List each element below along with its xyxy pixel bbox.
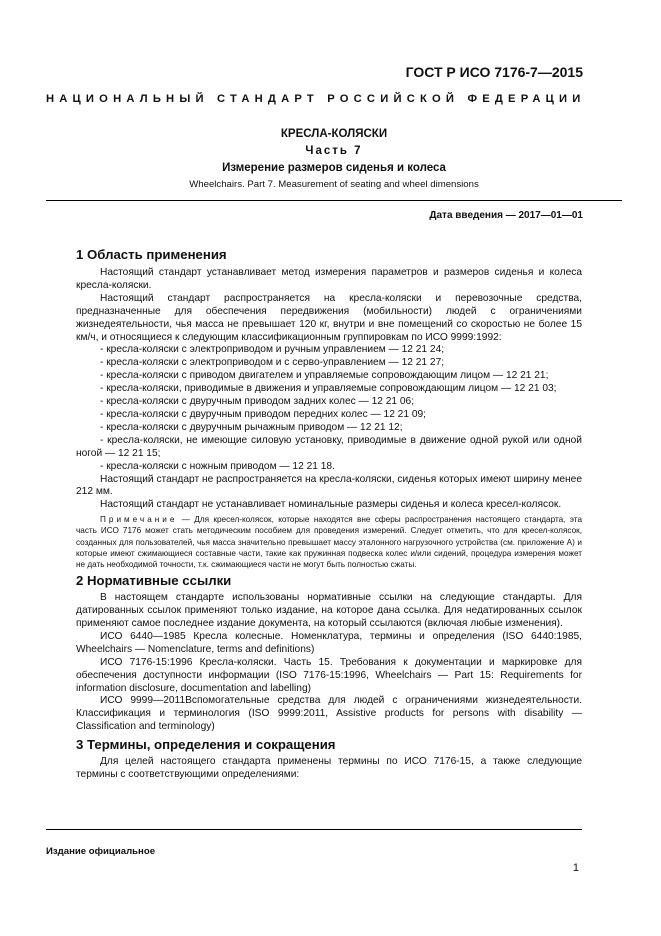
- section-heading-normative-references: 2 Нормативные ссылки: [76, 573, 232, 589]
- reference-item: ИСО 7176-15:1996 Кресла-коляски. Часть 15. Требования к документации и маркировке для обеспечения доступности информации (ISO 7176-15:1996, Wheelchairs — Part 15: Requirements for information disclosure, documentation and labelling): [76, 656, 582, 694]
- paragraph: Для целей настоящего стандарта применены термины по ИСО 7176-15, а также следующие термины с соответствующими определениями:: [76, 756, 582, 781]
- paragraph: Настоящий стандарт не распространяется на кресла-коляски, сиденья которых имеют ширину менее 212 мм.: [76, 473, 582, 498]
- section-heading-terms: 3 Термины, определения и сокращения: [76, 737, 336, 753]
- list-item: - кресла-коляски с ножным приводом — 12 21 18.: [100, 460, 335, 472]
- paragraph: Настоящий стандарт устанавливает метод измерения параметров и размеров сиденья и колеса кресла-коляски.: [76, 267, 582, 291]
- list-item: - кресла-коляски, приводимые в движения и управляемые сопровождающим лицом — 12 21 03;: [100, 383, 557, 395]
- reference-item: ИСО 9999—2011Вспомогательные средства для людей с ограничениями жизнедеятельности. Классификация и терминология (ISO 9999:2011, Assistive products for persons with disability — Classification and terminology): [76, 695, 582, 733]
- page-number: 1: [572, 862, 579, 874]
- section-heading-scope: 1 Область применения: [76, 247, 227, 262]
- note-text: — Для кресел-колясок, которые находятся вне сферы распространения настоящего стандарта, эта часть ИСО 7176 может стать методическим пособием для проведения измерений. Следует отметить, что для кресел-колясок, созданных для пользователей, чья масса значительно превышает массу эталонного нагрузочного устройства (см. приложение А) и которые имеют сжимающиеся составные части, такие как пружинная подвеска колес и/или сидений, процедура измерения может не дать необходимой точности, т.к. сжимающиеся части не могут быть полностью сжаты.: [76, 515, 582, 570]
- list-item: - кресла-коляски, не имеющие силовую установку, приводимые в движение одной рукой или одной ногой — 12 21 15;: [76, 434, 582, 459]
- footer-divider: [46, 829, 582, 830]
- document-subtitle: Измерение размеров сиденья и колеса: [222, 162, 446, 174]
- document-part: Часть 7: [305, 145, 363, 157]
- paragraph: Настоящий стандарт не устанавливает номинальные размеры сиденья и колеса кресел-колясок.: [100, 499, 562, 511]
- english-title: Wheelchairs. Part 7. Measurement of seating and wheel dimensions: [189, 179, 479, 190]
- list-item: - кресла-коляски с электроприводом и с серво-управлением — 12 21 27;: [100, 357, 445, 369]
- standard-code: ГОСТ Р ИСО 7176-7—2015: [405, 64, 583, 80]
- introduction-date: Дата введения — 2017—01—01: [429, 210, 583, 221]
- list-item: - кресла-коляски с электроприводом и ручным управлением — 12 21 24;: [100, 344, 445, 356]
- paragraph: В настоящем стандарте использованы нормативные ссылки на следующие стандарты. Для датированных ссылок применяют только издание, на которое дана ссылка. Для недатированных ссылок применяют самое последнее издание документа, на который ссылаются (включая любые изменения).: [76, 592, 582, 630]
- note: [76, 514, 582, 570]
- official-edition-label: Издание официальное: [46, 846, 156, 857]
- list-item: - кресла-коляски с двуручным приводом задних колес — 12 21 06;: [100, 396, 415, 408]
- list-item: - кресла-коляски с двуручным приводом передних колес — 12 21 09;: [100, 408, 427, 420]
- reference-item: ИСО 6440—1985 Кресла колесные. Номенклатура, термины и определения (ISO 6440:1985, Wheelchairs — Nomenclature, terms and definitions): [76, 630, 582, 655]
- document-title: КРЕСЛА-КОЛЯСКИ: [280, 128, 388, 140]
- note-label: Примечание: [100, 515, 178, 525]
- national-standard-banner: НАЦИОНАЛЬНЫЙ СТАНДАРТ РОССИЙСКОЙ ФЕДЕРАЦИИ: [46, 93, 586, 105]
- document-body: [76, 247, 582, 782]
- paragraph: Настоящий стандарт распространяется на кресла-коляски и перевозочные средства, предназначенные для обеспечения передвижения (мобильности) людей с ограничениями жизнедеятельности, чья масса не превышает 120 кг, внутри и вне помещений со скоростью не более 15 км/ч, и относящиеся к следующим классификационным группировкам по ИСО 9999:1992:: [76, 292, 582, 343]
- list-item: - кресла-коляски с двуручным рычажным приводом — 12 21 12;: [100, 421, 403, 433]
- header-divider: [46, 200, 622, 201]
- list-item: - кресла-коляски с приводом двигателем и управляемые сопровождающим лицом — 12 21 21;: [100, 370, 549, 382]
